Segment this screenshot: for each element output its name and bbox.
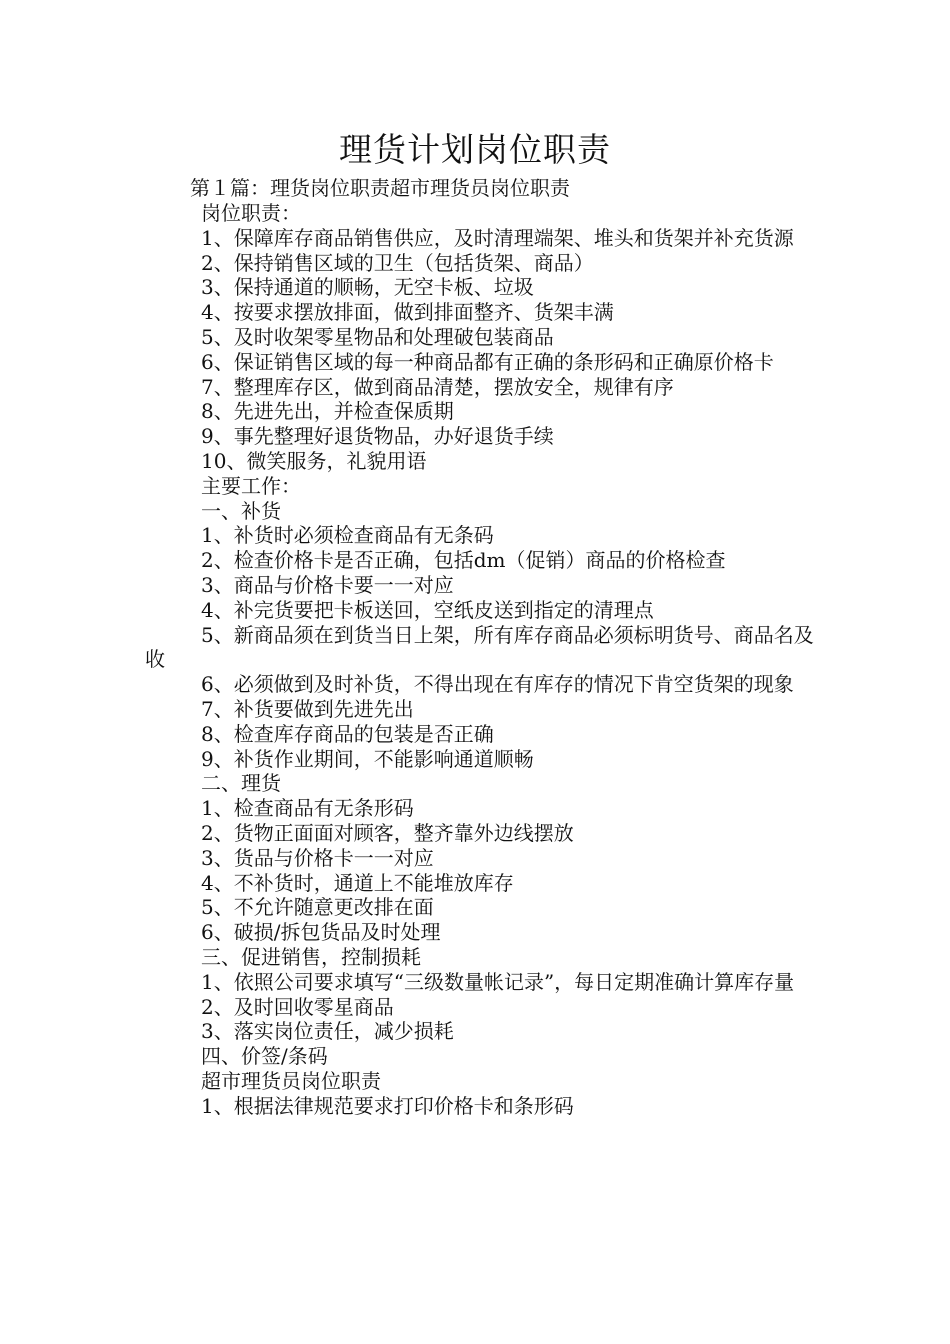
document-subtitle: 第１篇：理货岗位职责超市理货员岗位职责 [190,176,570,200]
paragraph: 超市理货员岗位职责 [201,1068,381,1093]
paragraph: 7、整理库存区，做到商品清楚，摆放安全，规律有序 [201,374,674,399]
paragraph: 10、微笑服务，礼貌用语 [201,448,427,473]
paragraph: 6、必须做到及时补货，不得出现在有库存的情况下肯空货架的现象 [201,672,794,697]
paragraph: 5、新商品须在到货当日上架，所有库存商品必须标明货号、商品名及收 [145,622,814,672]
paragraph: 3、保持通道的顺畅，无空卡板、垃圾 [201,275,534,300]
document-body [145,201,815,1118]
paragraph: 2、及时回收零星商品 [201,994,394,1019]
paragraph: 1、保障库存商品销售供应，及时清理端架、堆头和货架并补充货源 [201,225,794,250]
paragraph: 3、货品与价格卡一一对应 [201,845,434,870]
document-title: 理货计划岗位职责 [339,130,611,169]
paragraph: 1、依照公司要求填写“三级数量帐记录”，每日定期准确计算库存量 [201,969,795,994]
section-heading: 四、价签/条码 [201,1044,328,1069]
paragraph: 2、保持销售区域的卫生（包括货架、商品） [201,250,594,275]
paragraph: 3、商品与价格卡要一一对应 [201,572,454,597]
paragraph: 3、落实岗位责任，减少损耗 [201,1019,454,1044]
paragraph: 5、不允许随意更改排在面 [201,895,434,920]
paragraph: 6、保证销售区域的每一种商品都有正确的条形码和正确原价格卡 [201,349,774,374]
paragraph: 岗位职责： [201,201,301,225]
paragraph: 主要工作： [201,473,301,498]
paragraph: 8、先进先出，并检查保质期 [201,399,454,424]
paragraph: 6、破损/拆包货品及时处理 [201,920,441,945]
paragraph: 1、补货时必须检查商品有无条码 [201,523,494,548]
section-heading: 三、促进销售，控制损耗 [201,944,421,969]
paragraph: 4、按要求摆放排面，做到排面整齐、货架丰满 [201,300,614,325]
paragraph: 9、补货作业期间，不能影响通道顺畅 [201,746,534,771]
section-heading: 二、理货 [201,771,281,796]
paragraph: 2、货物正面面对顾客，整齐靠外边线摆放 [201,820,574,845]
section-heading: 一、补货 [201,498,281,523]
paragraph: 1、检查商品有无条形码 [201,796,414,821]
paragraph: 7、补货要做到先进先出 [201,696,414,721]
paragraph: 2、检查价格卡是否正确，包括dm（促销）商品的价格检查 [201,548,726,573]
paragraph: 4、不补货时，通道上不能堆放库存 [201,870,514,895]
paragraph: 1、根据法律规范要求打印价格卡和条形码 [201,1093,574,1118]
paragraph: 8、检查库存商品的包装是否正确 [201,721,494,746]
paragraph: 4、补完货要把卡板送回，空纸皮送到指定的清理点 [201,597,654,622]
paragraph: 9、事先整理好退货物品，办好退货手续 [201,424,554,449]
paragraph: 5、及时收架零星物品和处理破包装商品 [201,324,554,349]
